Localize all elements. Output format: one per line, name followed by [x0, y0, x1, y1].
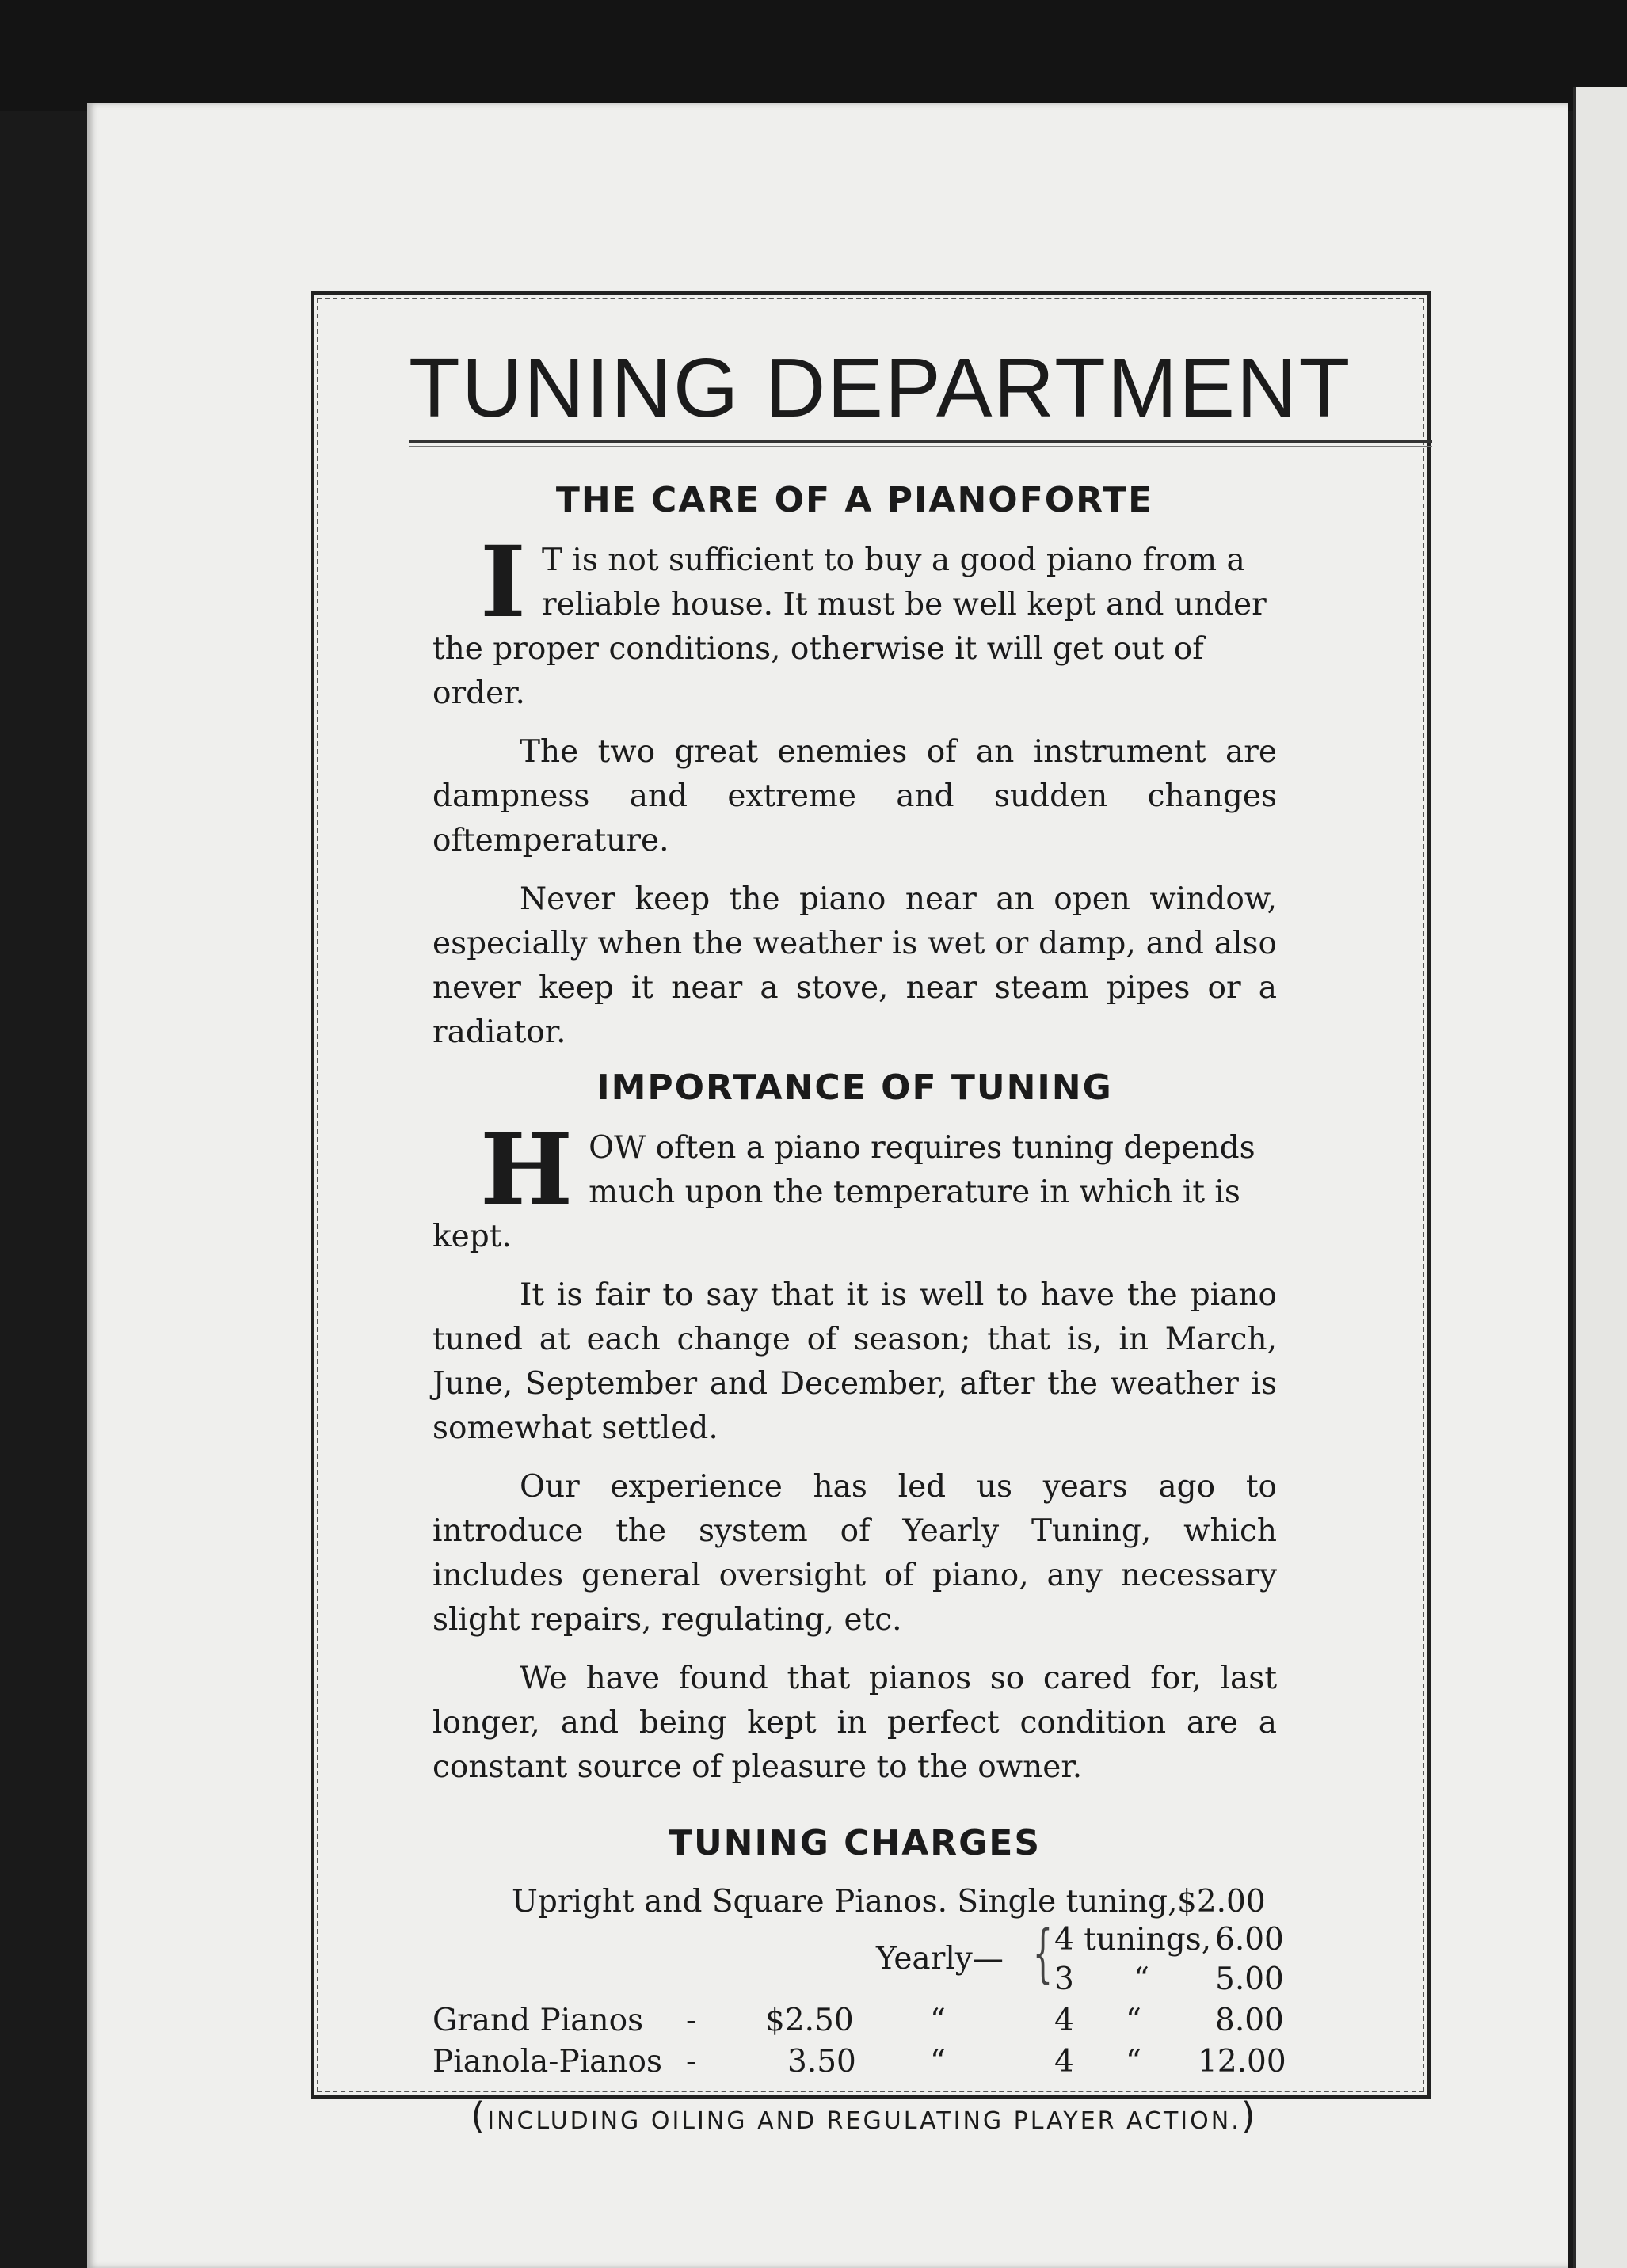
title-underline: [409, 440, 1432, 443]
section-importance-intro: [432, 1112, 1277, 1259]
ditto-mark: “: [1126, 2002, 1141, 2038]
paragraph: We have found that pianos so cared for, last longer, and being kept in perfect condition are a constant source of pleasure to the owner.: [432, 1660, 1277, 1785]
page-title: TUNING DEPARTMENT: [409, 341, 1352, 435]
section-heading-importance: IMPORTANCE OF TUNING: [596, 1067, 1113, 1108]
row-pianola-dash: -: [686, 2043, 697, 2080]
drop-cap: H: [480, 1112, 573, 1227]
paragraph: Our experience has led us years ago to introduce the system of Yearly Tuning, which includes general oversight of piano, any necessary slight repairs, regulating, etc.: [432, 1468, 1277, 1638]
yearly-label: Yearly—: [876, 1940, 1004, 1977]
section-heading-charges: TUNING CHARGES: [668, 1822, 1042, 1863]
drop-cap: I: [480, 524, 527, 640]
row-pianola-price: 12.00: [1198, 2043, 1286, 2080]
paragraph: T is not sufficient to buy a good piano from a reliable house. It must be well kept and under the proper conditions, otherwise it will get out of order.: [432, 542, 1267, 711]
row-pianola-count: 4: [1054, 2043, 1074, 2080]
ditto-mark: “: [930, 2043, 946, 2080]
scan-background: [0, 0, 1627, 111]
charges-note: [448, 2095, 1280, 2142]
note-close-paren: ): [1240, 2094, 1258, 2137]
row-grand-price: 8.00: [1215, 2002, 1284, 2038]
three-tunings-price: 5.00: [1215, 1961, 1284, 1997]
row-pianola-name: Pianola-Pianos: [432, 2043, 663, 2080]
row-grand-single: $2.50: [765, 2002, 854, 2038]
row-grand-dash: -: [686, 2002, 697, 2038]
row-pianola-single: 3.50: [787, 2043, 856, 2080]
charges-table: [432, 1882, 1286, 2143]
paragraph: OW often a piano requires tuning depends much upon the temperature in which it is kept.: [432, 1129, 1255, 1254]
ditto-mark: “: [930, 2002, 946, 2038]
ditto-mark: “: [1134, 1961, 1149, 1997]
four-tunings-price: 6.00: [1215, 1921, 1284, 1958]
four-tunings-label: 4 tunings,: [1054, 1921, 1212, 1958]
paragraph: It is fair to say that it is well to have the piano tuned at each change of season; that is, in March, June, September and December, after the weather is somewhat settled.: [432, 1277, 1277, 1446]
section-care-intro: [432, 524, 1277, 716]
row-grand-count: 4: [1054, 2002, 1074, 2038]
upright-label: Upright and Square Pianos. Single tuning,: [512, 1883, 1178, 1920]
upright-single-price: $2.00: [1177, 1883, 1266, 1920]
row-grand-name: Grand Pianos: [432, 2002, 644, 2038]
adjacent-page-edge: [1573, 87, 1627, 2268]
note-text: INCLUDING OILING AND REGULATING PLAYER ACTION.: [487, 2106, 1241, 2135]
yearly-brace: {: [1032, 1916, 1054, 1990]
panel-content: [314, 295, 1427, 2137]
three-tunings-count: 3: [1054, 1961, 1074, 1997]
note-open-paren: (: [471, 2094, 488, 2137]
paragraph: Never keep the piano near an open window, especially when the weather is wet or damp, and also never keep it near a stove, near steam pipes or a radiator.: [432, 881, 1277, 1050]
paragraph: The two great enemies of an instrument are dampness and extreme and sudden changes oftemperature.: [432, 733, 1277, 858]
title-underline-thin: [409, 446, 1432, 447]
bordered-panel: [311, 291, 1431, 2137]
ditto-mark: “: [1126, 2043, 1141, 2080]
section-heading-care: THE CARE OF A PIANOFORTE: [555, 479, 1154, 520]
